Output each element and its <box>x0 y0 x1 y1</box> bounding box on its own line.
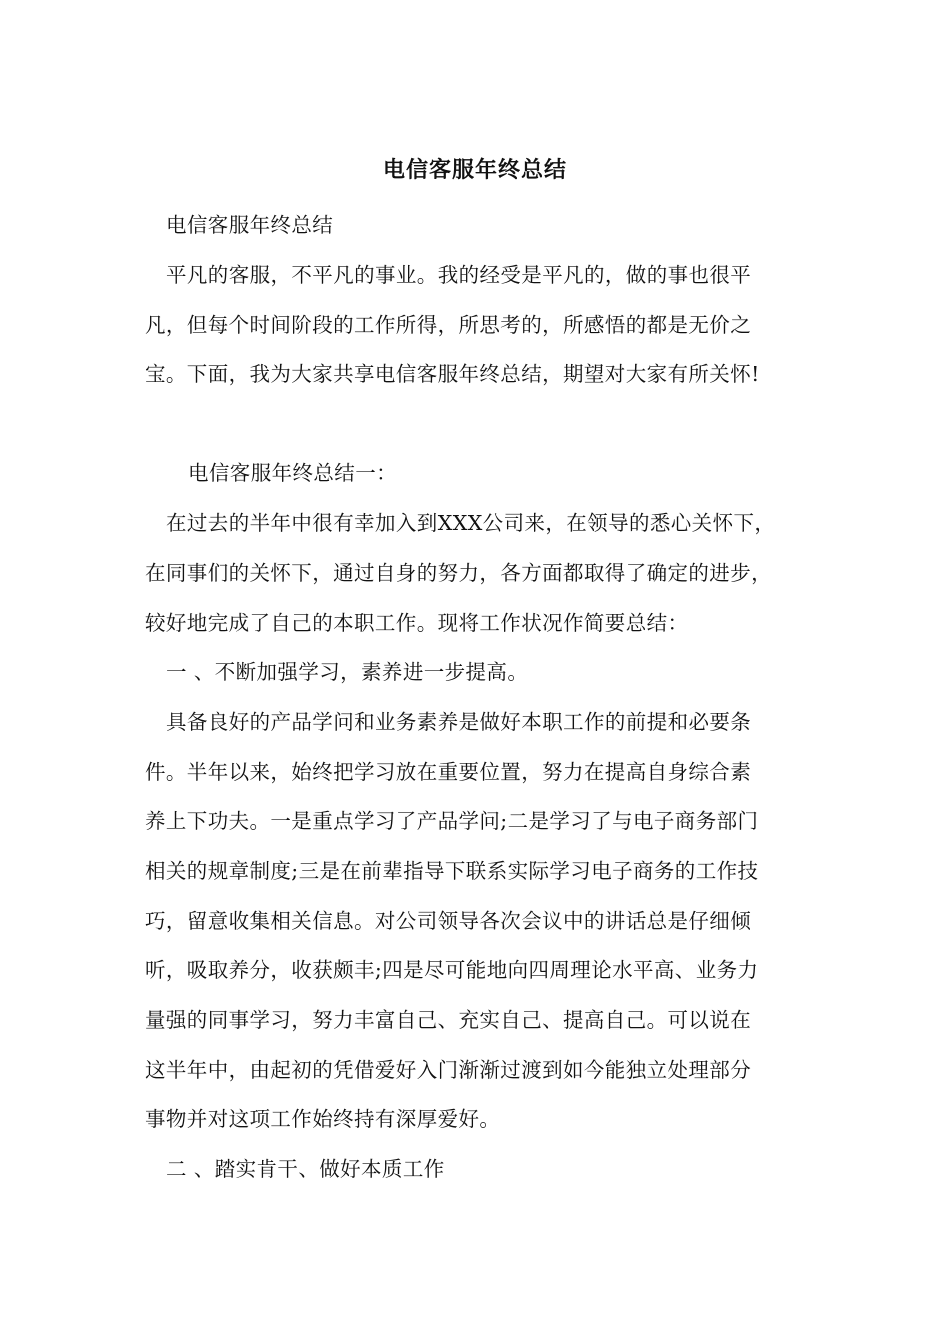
subtitle-line: 电信客服年终总结 <box>166 213 334 237</box>
paragraph-line: 听，吸取养分，收获颇丰;四是尽可能地向四周理论水平高、业务力 <box>145 958 759 982</box>
paragraph-line: 较好地完成了自己的本职工作。现将工作状况作简要总结： <box>145 611 689 635</box>
paragraph-line: 件。半年以来，始终把学习放在重要位置，努力在提高自身综合素 <box>145 760 752 784</box>
paragraph-line: 平凡的客服，不平凡的事业。我的经受是平凡的，做的事也很平 <box>166 263 752 287</box>
paragraph-line: 相关的规章制度;三是在前辈指导下联系实际学习电子商务的工作技 <box>145 859 759 883</box>
paragraph-line: 事物并对这项工作始终持有深厚爱好。 <box>145 1107 501 1131</box>
paragraph-line: 宝。下面，我为大家共享电信客服年终总结，期望对大家有所关怀! <box>145 362 760 386</box>
paragraph-line: 量强的同事学习，努力丰富自己、充实自己、提高自己。可以说在 <box>145 1008 752 1032</box>
paragraph-line: 这半年中，由起初的凭借爱好入门渐渐过渡到如今能独立处理部分 <box>145 1058 752 1082</box>
paragraph-line: 凡，但每个时间阶段的工作所得，所思考的，所感悟的都是无价之 <box>145 313 752 337</box>
document-title: 电信客服年终总结 <box>382 157 567 183</box>
paragraph-line: 养上下功夫。一是重点学习了产品学问;二是学习了与电子商务部门 <box>145 809 759 833</box>
paragraph-line: 巧，留意收集相关信息。对公司领导各次会议中的讲话总是仔细倾 <box>145 909 752 933</box>
paragraph-line: 在过去的半年中很有幸加入到XXX公司来，在领导的悉心关怀下， <box>166 511 776 535</box>
list-heading-1: 一 、不断加强学习，素养进一步提高。 <box>166 660 529 684</box>
list-heading-2: 二 、踏实肯干、做好本质工作 <box>166 1157 445 1181</box>
paragraph-line: 具备良好的产品学问和业务素养是做好本职工作的前提和必要条 <box>166 710 752 734</box>
section-heading: 电信客服年终总结一： <box>188 461 397 485</box>
paragraph-line: 在同事们的关怀下，通过自身的努力，各方面都取得了确定的进步， <box>145 561 772 585</box>
